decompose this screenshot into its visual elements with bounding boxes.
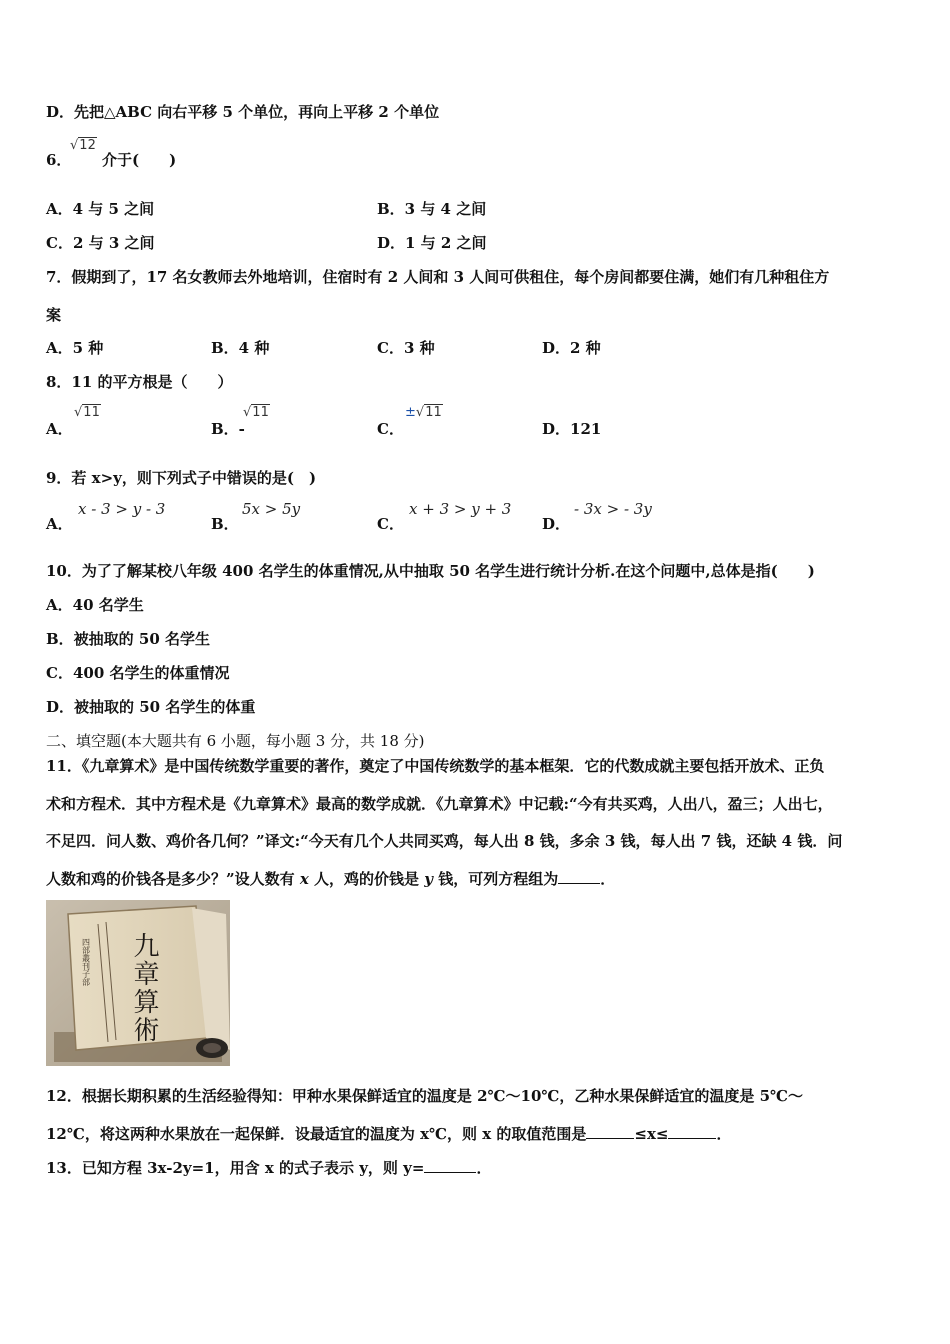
q6-option-a: A．4 与 5 之间 — [46, 200, 155, 218]
q9-option-a-label: A． — [46, 515, 73, 533]
q7-stem-line2: 案 — [46, 306, 62, 324]
q11-var-x: x — [299, 870, 309, 888]
q13-answer-blank[interactable] — [424, 1158, 476, 1173]
q7-option-b: B．4 种 — [211, 339, 270, 357]
q8-stem: 8．11 的平方根是（ ） — [46, 373, 233, 391]
q6-option-c: C．2 与 3 之间 — [46, 234, 155, 252]
q8-option-b-radical: √11 — [243, 405, 269, 420]
q8-option-b-radicand: 11 — [252, 405, 269, 420]
q11-line4-b: 人，鸡的价钱是 — [308, 870, 425, 888]
q6-radicand: 12 — [79, 138, 96, 153]
q12-line2 — [46, 1124, 732, 1144]
q9-option-d-label: D． — [542, 515, 571, 533]
q12-line2-mid: ≤x≤ — [634, 1125, 669, 1143]
q10-stem: 10．为了了解某校八年级 400 名学生的体重情况,从中抽取 50 名学生进行统计分析.在这个问题中,总体是指( ) — [46, 562, 815, 580]
q13-text: 13．已知方程 3x-2y=1，用含 x 的式子表示 y，则 y= — [46, 1159, 425, 1177]
q7-option-a: A．5 种 — [46, 339, 104, 357]
q12-answer-blank-1[interactable] — [586, 1124, 634, 1139]
q8-option-c-label: C． — [377, 420, 404, 438]
q7-stem-line1: 7．假期到了，17 名女教师去外地培训，住宿时有 2 人间和 3 人间可供租住，每个房间都要住满，她们有几种租住方 — [46, 268, 830, 286]
q8-option-a-radicand: 11 — [83, 405, 100, 420]
q11-line2: 术和方程术．其中方程术是《九章算术》最高的数学成就．《九章算术》中记载:“今有共买鸡，人出八，盈三；人出七， — [46, 795, 833, 813]
q11-line4-a: 人数和鸡的价钱各是多少？”设人数有 — [46, 870, 300, 888]
q9-option-b-label: B． — [211, 515, 239, 533]
q11-answer-blank[interactable] — [558, 869, 600, 884]
q8-option-c-radical: ±√11 — [405, 405, 442, 420]
q10-option-d: D．被抽取的 50 名学生的体重 — [46, 698, 256, 716]
section-2-heading: 二、填空题(本大题共有 6 小题，每小题 3 分，共 18 分) — [46, 732, 425, 750]
q8-option-d: D．121 — [542, 420, 602, 438]
q8-option-c-pm: ± — [405, 405, 416, 420]
q12-answer-blank-2[interactable] — [668, 1124, 716, 1139]
q5-option-d: D．先把△ABC 向右平移 5 个单位，再向上平移 2 个单位 — [46, 103, 440, 121]
q7-option-c: C．3 种 — [377, 339, 435, 357]
q9-stem: 9．若 x>y，则下列式子中错误的是( ) — [46, 469, 317, 487]
q9-option-d-expr: - 3x > - 3y — [574, 500, 652, 518]
q9-option-a-expr: x - 3 > y - 3 — [78, 500, 166, 518]
q11-line3: 不足四．问人数、鸡价各几何？”译文:“今天有几个人共同买鸡，每人出 8 钱，多余 3 钱，每人出 7 钱，还缺 4 钱．问 — [46, 832, 843, 850]
q13-line — [46, 1158, 491, 1178]
q8-option-a-label: A． — [46, 420, 73, 438]
q6-radical: √12 — [70, 138, 96, 153]
q8-option-a-radical: √11 — [74, 405, 100, 420]
q11-line4-c: 钱，可列方程组为 — [432, 870, 559, 888]
q6-stem: 介于( ) — [102, 151, 177, 169]
book-title: 九章算術 — [129, 932, 159, 1044]
q11-line1: 11．《九章算术》是中国传统数学重要的著作，奠定了中国传统数学的基本框架．它的代数成就主要包括开放术、正负 — [46, 757, 825, 775]
q11-var-y: y — [424, 870, 433, 888]
q8-option-c-radicand: 11 — [425, 405, 442, 420]
q9-option-b-expr: 5x > 5y — [242, 500, 301, 518]
q7-option-d: D．2 种 — [542, 339, 601, 357]
book-side-label: 四部叢刊子部 — [81, 938, 91, 986]
q6-option-d: D．1 与 2 之间 — [377, 234, 487, 252]
q11-line4-end: ． — [600, 870, 616, 888]
q6-number: 6． — [46, 151, 72, 169]
q10-option-a: A．40 名学生 — [46, 596, 144, 614]
q11-line4 — [46, 869, 615, 889]
q9-option-c-label: C． — [377, 515, 404, 533]
q12-line1: 12．根据长期积累的生活经验得知：甲种水果保鲜适宜的温度是 2℃～10℃，乙种水果保鲜适宜的温度是 5℃～ — [46, 1087, 803, 1105]
q12-line2-end: ． — [716, 1125, 732, 1143]
q12-line2-a: 12℃，将这两种水果放在一起保鲜．设最适宜的温度为 x℃，则 x 的取值范围是 — [46, 1125, 587, 1143]
q8-option-b-label: B．- — [211, 420, 245, 438]
q9-option-c-expr: x + 3 > y + 3 — [409, 500, 512, 518]
q10-option-c: C．400 名学生的体重情况 — [46, 664, 230, 682]
q13-end: ． — [476, 1159, 492, 1177]
q10-option-b: B．被抽取的 50 名学生 — [46, 630, 210, 648]
jiuzhang-suanshu-book-image — [46, 900, 230, 1066]
q6-option-b: B．3 与 4 之间 — [377, 200, 487, 218]
